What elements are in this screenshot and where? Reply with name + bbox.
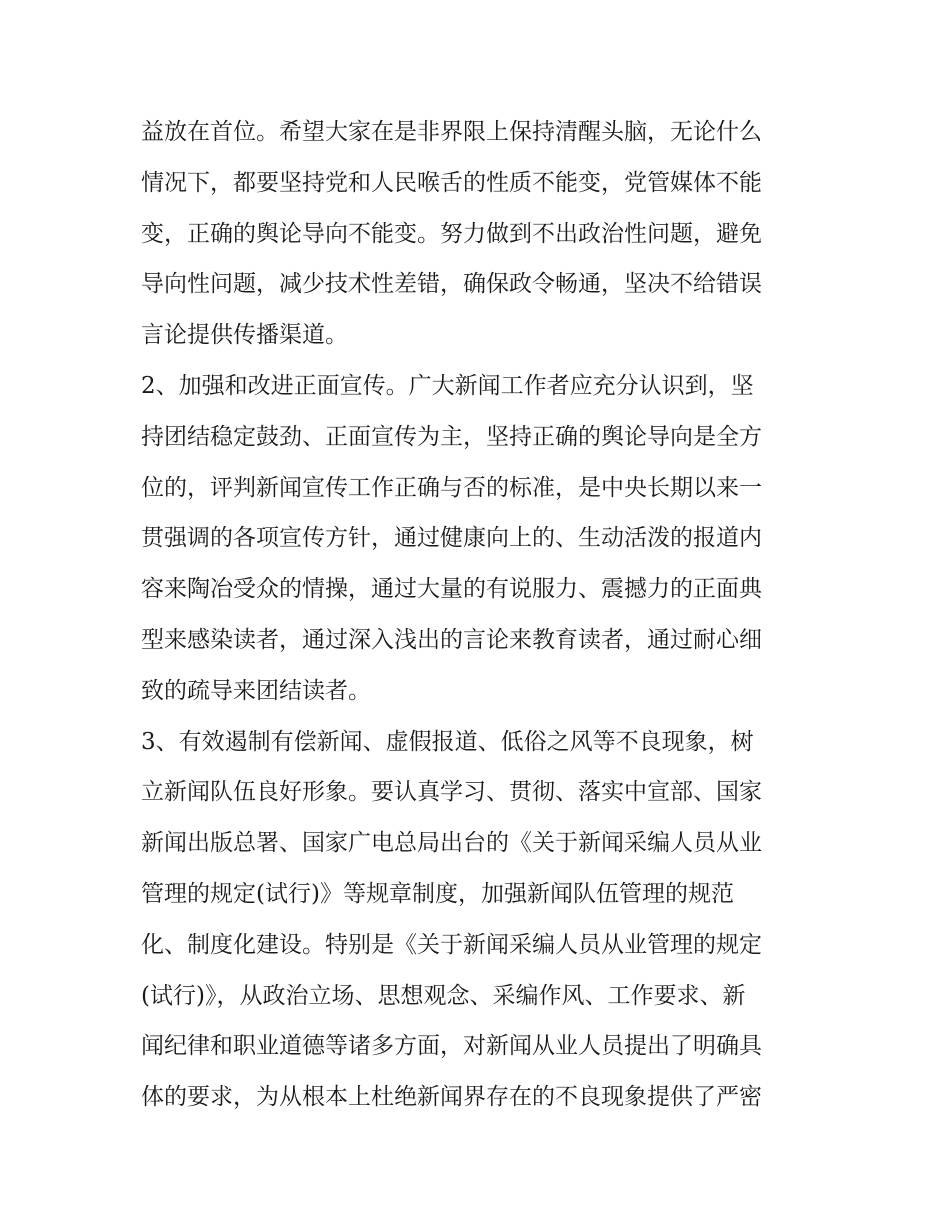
- text-line: 立新闻队伍良好形象。要认真学习、贯彻、落实中宣部、国家: [141, 779, 762, 806]
- text-line: 致的疏导来团结读者。: [141, 677, 371, 704]
- text-line: 体的要求，为从根本上杜绝新闻界存在的不良现象提供了严密: [141, 1084, 762, 1111]
- body-text: [141, 107, 821, 1123]
- text-line: 3、有效遏制有偿新闻、虚假报道、低俗之风等不良现象，树: [141, 728, 754, 755]
- text-line: 容来陶冶受众的情操，通过大量的有说服力、震撼力的正面典: [141, 576, 762, 603]
- text-line: 新闻出版总署、国家广电总局出台的《关于新闻采编人员从业: [141, 830, 762, 857]
- text-line: 化、制度化建设。特别是《关于新闻采编人员从业管理的规定: [141, 931, 762, 958]
- text-line: 变，正确的舆论导向不能变。努力做到不出政治性问题，避免: [141, 220, 762, 247]
- text-line: (试行)》，从政治立场、思想观念、采编作风、工作要求、新: [141, 982, 746, 1009]
- text-line: 情况下，都要坚持党和人民喉舌的性质不能变，党管媒体不能: [141, 169, 762, 196]
- text-line: 管理的规定(试行)》等规章制度，加强新闻队伍管理的规范: [141, 880, 734, 907]
- text-line: 言论提供传播渠道。: [141, 322, 348, 349]
- text-line: 益放在首位。希望大家在是非界限上保持清醒头脑，无论什么: [141, 119, 762, 145]
- text-line: 2、加强和改进正面宣传。广大新闻工作者应充分认识到，坚: [141, 372, 754, 399]
- text-line: 型来感染读者，通过深入浅出的言论来教育读者，通过耐心细: [141, 626, 762, 653]
- text-line: 贯强调的各项宣传方针，通过健康向上的、生动活泼的报道内: [141, 525, 762, 552]
- text-line: 持团结稳定鼓劲、正面宣传为主，坚持正确的舆论导向是全方: [141, 423, 762, 450]
- text-line: 导向性问题，减少技术性差错，确保政令畅通，坚决不给错误: [141, 271, 762, 298]
- text-line: 闻纪律和职业道德等诸多方面，对新闻从业人员提出了明确具: [141, 1033, 762, 1060]
- text-line: 位的，评判新闻宣传工作正确与否的标准，是中央长期以来一: [141, 474, 762, 501]
